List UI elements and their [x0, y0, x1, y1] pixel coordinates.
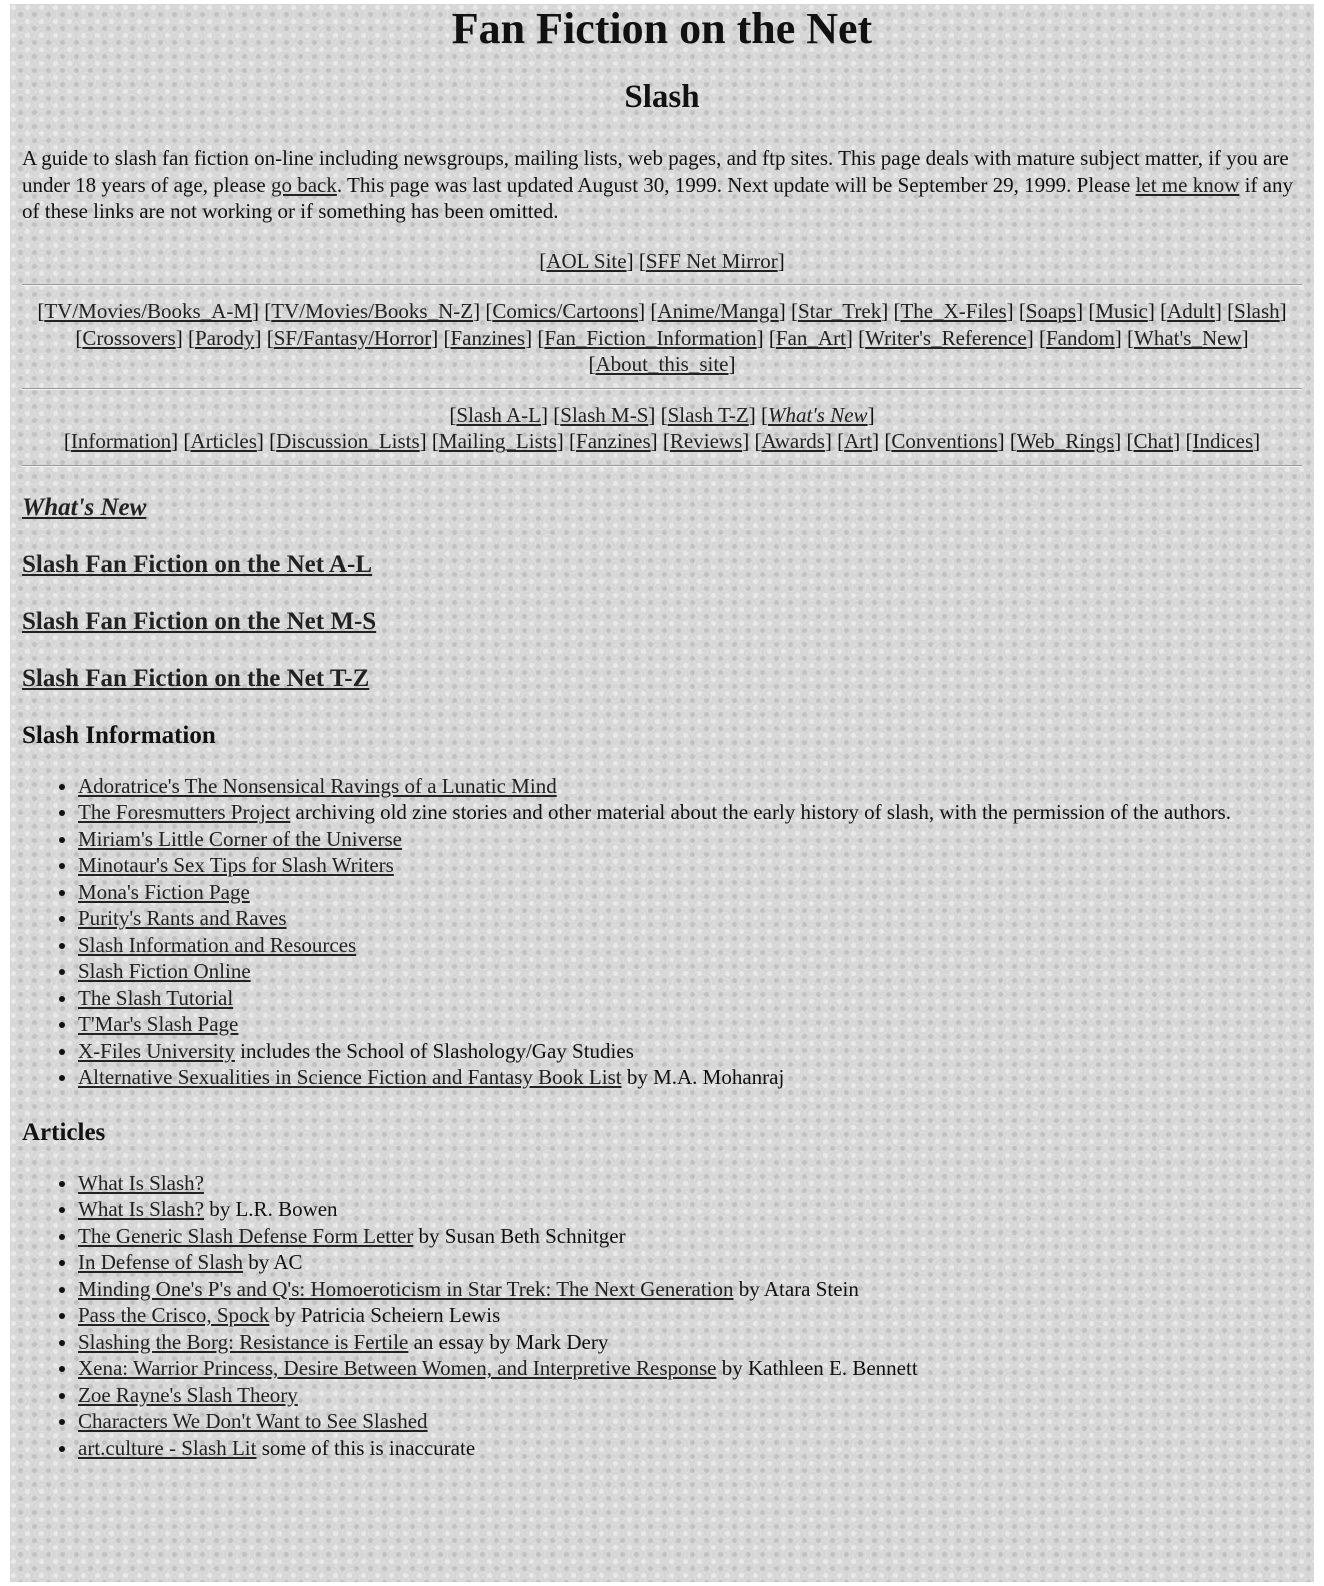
- article-item-description: by Atara Stein: [733, 1276, 859, 1301]
- slash-nav-chat[interactable]: Chat: [1133, 429, 1174, 453]
- slash-info-item-link[interactable]: T'Mar's Slash Page: [78, 1012, 239, 1036]
- slash-info-item: [78, 879, 1302, 906]
- slash-info-item: [78, 773, 1302, 800]
- nav-soaps[interactable]: Soaps: [1025, 299, 1077, 323]
- slash-a-l-section-link[interactable]: Slash Fan Fiction on the Net A-L: [22, 550, 373, 578]
- slash-nav-fanzines[interactable]: Fanzines: [576, 429, 651, 453]
- slash-nav-secondary: [Information] [Articles] [Discussion_Lists] [Mailing_Lists] [Fanzines] [Reviews] [Awards] [Art] [Conventions] [Web_Rings] [Chat] [Indices]: [63, 429, 1261, 453]
- nav-tv-movies-books-n-z[interactable]: TV/Movies/Books_N-Z: [271, 299, 474, 323]
- nav-star-trek[interactable]: Star_Trek: [797, 299, 882, 323]
- page-title: Fan Fiction on the Net: [451, 4, 873, 53]
- slash-nav-conventions[interactable]: Conventions: [891, 429, 998, 453]
- slash-info-item-link[interactable]: X-Files University: [78, 1038, 235, 1063]
- nav-comics-cartoons[interactable]: Comics/Cartoons: [492, 299, 639, 323]
- article-item: [78, 1408, 1302, 1435]
- articles-list: [22, 1170, 1302, 1462]
- nav-music[interactable]: Music: [1095, 299, 1148, 323]
- divider: [22, 388, 1302, 390]
- page-subtitle: Slash: [624, 79, 700, 115]
- page: [10, 4, 1314, 1582]
- slash-nav-mailing-lists[interactable]: Mailing_Lists: [438, 429, 557, 453]
- article-item-link[interactable]: Minding One's P's and Q's: Homoeroticism in Star Trek: The Next Generation: [78, 1276, 734, 1301]
- intro-paragraph: [22, 145, 1302, 225]
- slash-info-item: [78, 958, 1302, 985]
- slash-info-item-link[interactable]: The Foresmutters Project: [78, 800, 291, 824]
- slash-information-heading: Slash Information: [22, 721, 216, 749]
- let-me-know-link[interactable]: let me know: [1135, 172, 1240, 197]
- article-item-link[interactable]: The Generic Slash Defense Form Letter: [78, 1223, 414, 1248]
- slash-info-item-link[interactable]: Miriam's Little Corner of the Universe: [78, 826, 402, 851]
- slash-info-item-link[interactable]: Slash Fiction Online: [78, 959, 251, 983]
- article-item-description: by L.R. Bowen: [203, 1197, 338, 1221]
- article-item-link[interactable]: Xena: Warrior Princess, Desire Between Women, and Interpretive Response: [78, 1356, 717, 1380]
- article-item: [78, 1302, 1302, 1329]
- slash-nav-discussion-lists[interactable]: Discussion_Lists: [276, 429, 420, 453]
- slash-info-item: [78, 985, 1302, 1012]
- article-item-description: by Patricia Scheiern Lewis: [269, 1303, 501, 1327]
- slash-nav-reviews[interactable]: Reviews: [669, 429, 743, 453]
- slash-info-item: [78, 826, 1302, 853]
- nav-slash-m-s[interactable]: Slash M-S: [560, 402, 649, 427]
- nav-crossovers[interactable]: Crossovers: [82, 325, 176, 350]
- slash-info-item-description: includes the School of Slashology/Gay Studies: [234, 1038, 634, 1063]
- slash-nav-web-rings[interactable]: Web_Rings: [1016, 429, 1115, 453]
- nav-writer-s-reference[interactable]: Writer's_Reference: [865, 325, 1027, 350]
- nav-fanzines[interactable]: Fanzines: [450, 325, 526, 350]
- slash-info-item-link[interactable]: Alternative Sexualities in Science Fiction and Fantasy Book List: [78, 1065, 622, 1089]
- slash-info-item-link[interactable]: Purity's Rants and Raves: [78, 906, 287, 930]
- article-item-link[interactable]: Pass the Crisco, Spock: [78, 1303, 270, 1327]
- nav-what-s-new[interactable]: What's_New: [1134, 325, 1242, 350]
- nav-fan-fiction-information[interactable]: Fan_Fiction_Information: [544, 325, 757, 350]
- nav-slash[interactable]: Slash: [1234, 299, 1280, 323]
- article-item: [78, 1329, 1302, 1356]
- slash-nav-articles[interactable]: Articles: [190, 429, 257, 453]
- nav-parody[interactable]: Parody: [194, 325, 255, 350]
- divider: [22, 284, 1302, 286]
- nav-slash-a-l[interactable]: Slash A-L: [456, 402, 542, 427]
- slash-info-item-description: archiving old zine stories and other material about the early history of slash, with the permission of the authors.: [290, 800, 1231, 824]
- article-item-description: some of this is inaccurate: [256, 1435, 476, 1460]
- article-item: [78, 1170, 1302, 1197]
- article-item-link[interactable]: Slashing the Borg: Resistance is Fertile: [78, 1329, 409, 1354]
- mirror-links: [AOL Site] [SFF Net Mirror]: [539, 248, 785, 273]
- article-item-description: an essay by Mark Dery: [408, 1329, 609, 1354]
- article-item-link[interactable]: What Is Slash?: [78, 1197, 204, 1221]
- article-item-description: by Kathleen E. Bennett: [716, 1356, 918, 1380]
- intro-text-2: . This page was last updated August 30, 1999. Next update will be September 29, 1999. Please: [336, 172, 1136, 197]
- slash-info-item-link[interactable]: The Slash Tutorial: [78, 985, 234, 1010]
- nav-adult[interactable]: Adult: [1167, 299, 1215, 323]
- article-item-link[interactable]: Characters We Don't Want to See Slashed: [78, 1409, 428, 1433]
- nav-anime-manga[interactable]: Anime/Manga: [657, 299, 779, 323]
- slash-info-item-link[interactable]: Mona's Fiction Page: [78, 879, 250, 904]
- nav-the-x-files[interactable]: The_X-Files: [900, 299, 1007, 323]
- slash-information-list: [22, 773, 1302, 1091]
- slash-info-item: [78, 1038, 1302, 1065]
- article-item-link[interactable]: Zoe Rayne's Slash Theory: [78, 1382, 298, 1407]
- article-item: [78, 1382, 1302, 1409]
- go-back-link[interactable]: go back: [270, 172, 337, 197]
- slash-info-item-link[interactable]: Slash Information and Resources: [78, 932, 357, 957]
- nav-tv-movies-books-a-m[interactable]: TV/Movies/Books_A-M: [44, 299, 252, 323]
- slash-nav-indices[interactable]: Indices: [1192, 429, 1254, 453]
- slash-m-s-section-link[interactable]: Slash Fan Fiction on the Net M-S: [22, 607, 377, 635]
- divider: [22, 465, 1302, 467]
- article-item-link[interactable]: What Is Slash?: [78, 1170, 204, 1195]
- nav-whats-new[interactable]: [768, 403, 868, 427]
- slash-info-item-description: by M.A. Mohanraj: [621, 1065, 785, 1089]
- article-item: [78, 1196, 1302, 1223]
- slash-nav-awards[interactable]: Awards: [761, 429, 825, 453]
- slash-info-item: [78, 1064, 1302, 1091]
- article-item: [78, 1355, 1302, 1382]
- nav-about-this-site[interactable]: About_this_site: [595, 352, 729, 376]
- slash-nav-art[interactable]: Art: [844, 429, 873, 453]
- intro-text-3: if any of these links are not working or if something has been omitted.: [22, 172, 1294, 223]
- slash-info-item: [78, 932, 1302, 959]
- slash-t-z-section-link[interactable]: Slash Fan Fiction on the Net T-Z: [22, 664, 370, 692]
- sff-net-mirror-link[interactable]: SFF Net Mirror: [645, 248, 778, 273]
- slash-nav-information[interactable]: Information: [70, 429, 172, 453]
- nav-fandom[interactable]: Fandom: [1045, 325, 1115, 350]
- article-item: [78, 1435, 1302, 1462]
- article-item: [78, 1276, 1302, 1303]
- main-nav: [TV/Movies/Books_A-M] [TV/Movies/Books_N-Z] [Comics/Cartoons] [Anime/Manga] [Star_Trek] [The_X-Files] [Soaps] [Music] [Adult] [Slash] [Crossovers] [Parody] [SF/Fantasy/Horror] [Fanzines] [Fan_Fiction_Information] [Fan_Art] [Writer's_Reference] [Fandom] [What's_New] [About_this_site]: [37, 299, 1287, 376]
- article-item-description: by AC: [243, 1250, 303, 1274]
- nav-slash-t-z[interactable]: Slash T-Z: [667, 402, 749, 427]
- article-item-link[interactable]: In Defense of Slash: [78, 1250, 244, 1274]
- slash-info-item-link[interactable]: Minotaur's Sex Tips for Slash Writers: [78, 853, 394, 877]
- slash-info-item-link[interactable]: Adoratrice's The Nonsensical Ravings of a Lunatic Mind: [78, 773, 557, 798]
- slash-info-item: [78, 852, 1302, 879]
- slash-info-item: [78, 799, 1302, 826]
- intro-text-1: A guide to slash fan fiction on-line including newsgroups, mailing lists, web pages, and ftp sites. This page deals with mature subject matter, if you are under 18 years of age, please: [22, 146, 1289, 197]
- whats-new-label: What's New: [22, 493, 147, 521]
- nav-fan-art[interactable]: Fan_Art: [775, 325, 846, 350]
- slash-nav-primary: [Slash A-L] [Slash M-S] [Slash T-Z] [What's New]: [449, 402, 875, 427]
- nav-sf-fantasy-horror[interactable]: SF/Fantasy/Horror: [273, 325, 432, 350]
- article-item: [78, 1223, 1302, 1250]
- articles-heading: Articles: [22, 1118, 106, 1146]
- aol-site-link[interactable]: AOL Site: [546, 248, 627, 273]
- whats-new-section-link[interactable]: [22, 493, 1302, 523]
- slash-info-item: [78, 1011, 1302, 1038]
- article-item: [78, 1249, 1302, 1276]
- article-item-link[interactable]: art.culture - Slash Lit: [78, 1435, 257, 1460]
- nav-whats-new-label: What's New: [767, 402, 868, 427]
- slash-info-item: [78, 905, 1302, 932]
- article-item-description: by Susan Beth Schnitger: [413, 1223, 626, 1248]
